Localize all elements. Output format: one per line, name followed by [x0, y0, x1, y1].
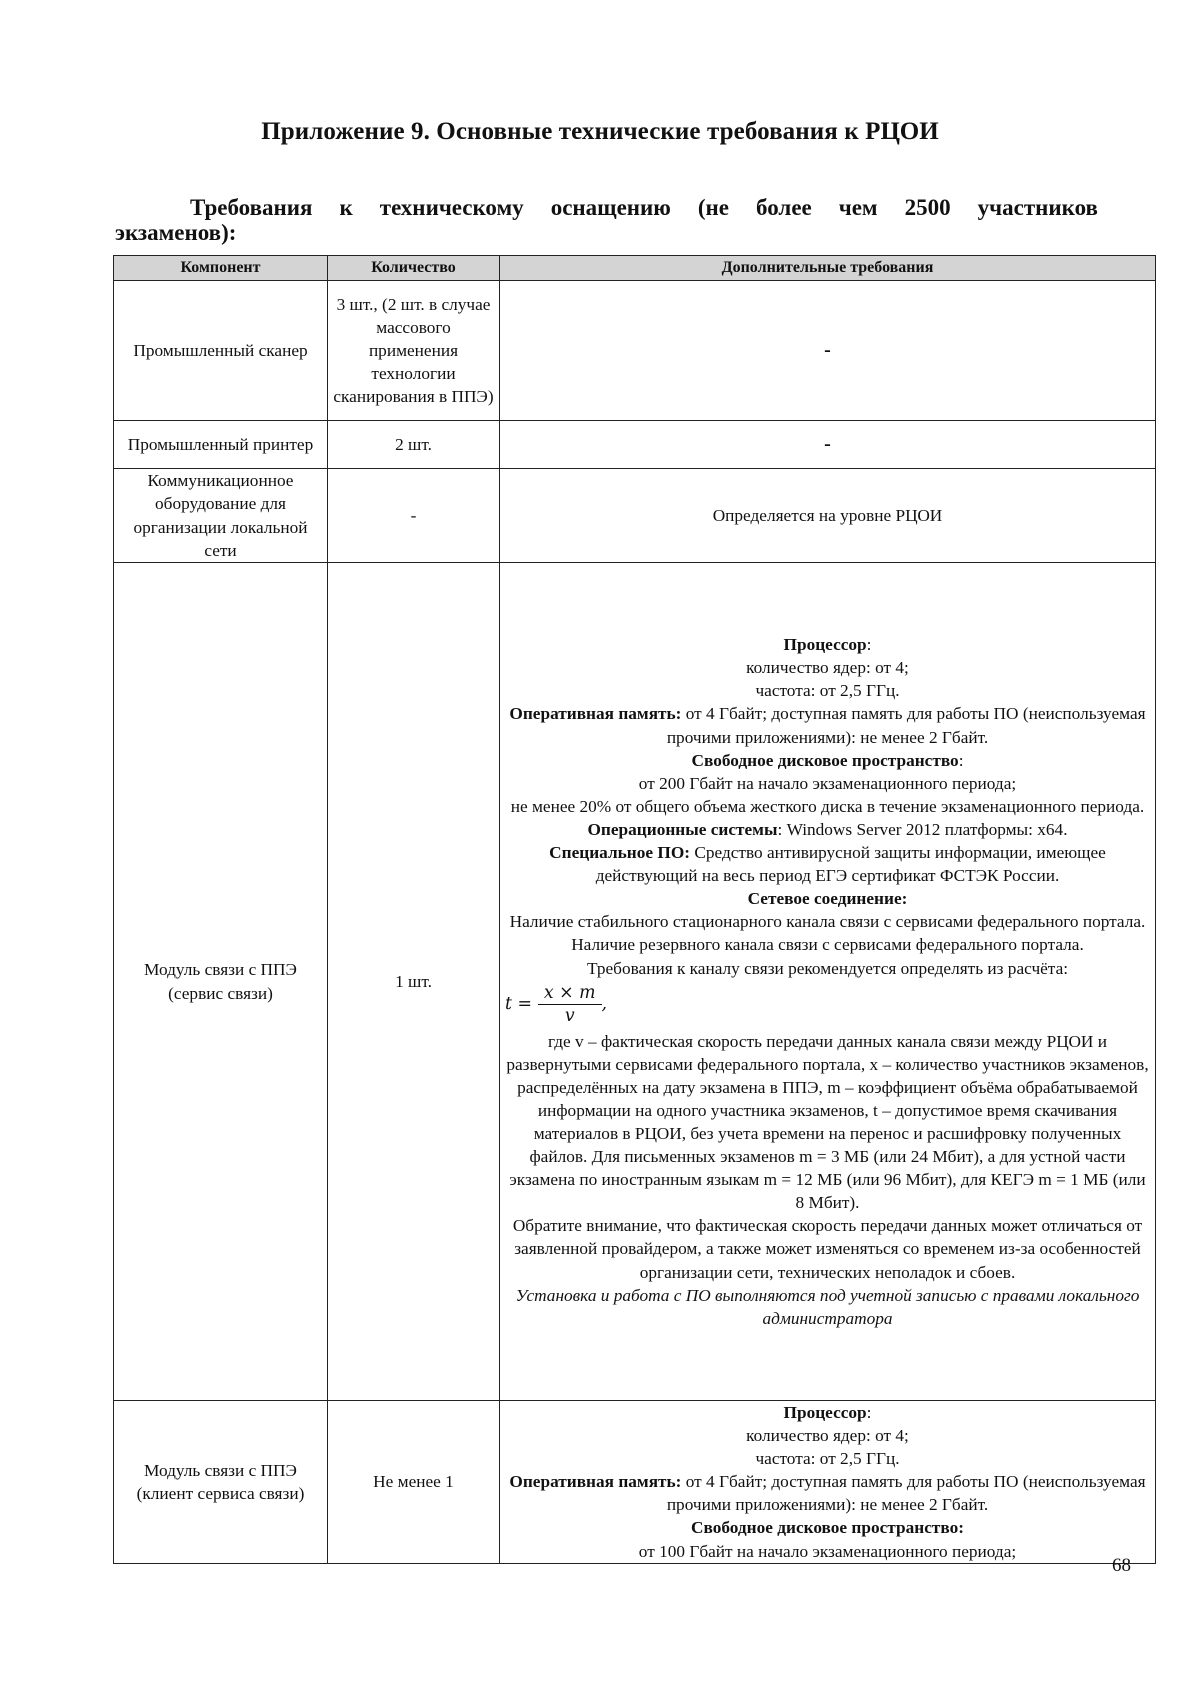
req-text: Наличие резервного канала связи с сервисами федерального портала. [571, 935, 1084, 955]
caption-word: более [756, 195, 812, 220]
cell-quantity: Не менее 1 [328, 1401, 500, 1564]
req-label: Оперативная память: [509, 704, 682, 724]
req-disk-heading: Свободное дисковое пространство: [691, 750, 964, 770]
formula-fraction [538, 982, 602, 1027]
req-text: : Windows Server 2012 платформы: x64. [777, 819, 1068, 839]
caption-word: к [339, 195, 353, 220]
caption-line-1 [115, 195, 1098, 220]
cell-component: Модуль связи с ППЭ (клиент сервиса связи) [114, 1401, 328, 1564]
req-cpu-heading: Процессор: [783, 1403, 872, 1422]
req-text: Наличие стабильного стационарного канала связи с сервисами федерального портала. [509, 912, 1146, 932]
page-title: Приложение 9. Основные технические требования к РЦОИ [261, 118, 939, 145]
header-requirements: Дополнительные требования [500, 256, 1156, 281]
caption-word: участников [977, 195, 1098, 220]
cell-quantity: 3 шт., (2 шт. в случае массового применения технологии сканирования в ППЭ) [328, 281, 500, 421]
cell-quantity: 2 шт. [328, 421, 500, 469]
formula-lhs: t = [505, 994, 532, 1015]
formula-numerator: x × m [538, 982, 602, 1005]
caption-word: (не [697, 195, 729, 220]
req-label: Свободное дисковое пространство [691, 750, 959, 770]
formula-denominator: v [564, 1006, 575, 1027]
req-ram [505, 702, 1150, 748]
cell-requirements: - [500, 421, 1156, 469]
caption-word: оснащению [550, 195, 671, 220]
req-os [505, 818, 1150, 841]
cell-requirements [500, 1401, 1156, 1564]
cell-component: Промышленный сканер [114, 281, 328, 421]
caption-line-2: экзаменов): [115, 220, 237, 245]
table-row [114, 421, 1156, 469]
caption-word: Требования [190, 195, 313, 220]
req-text: количество ядер: от 4; [746, 1426, 909, 1446]
req-label: Оперативная память: [509, 1472, 682, 1492]
caption-word: 2500 [904, 195, 951, 220]
req-cpu-heading: Процессор: [783, 635, 872, 655]
req-net-heading: Сетевое соединение: [747, 889, 908, 909]
req-text: Средство антивирусной защиты информации, имеющее действующий на весь период ЕГЭ сертификат ФСТЭК России. [595, 843, 1106, 886]
cell-requirements: - [500, 281, 1156, 421]
req-text: не менее 20% от общего объема жесткого диска в течение экзаменационного периода. [510, 796, 1145, 816]
table-row [114, 469, 1156, 563]
req-label: Специальное ПО: [549, 843, 691, 863]
page-number: 68 [1112, 1555, 1131, 1576]
cell-quantity: 1 шт. [328, 563, 500, 1401]
table-row [114, 1401, 1156, 1564]
req-ram [505, 1470, 1150, 1516]
req-disk-heading: Свободное дисковое пространство: [691, 1518, 964, 1538]
cell-component: Модуль связи с ППЭ (сервис связи) [114, 563, 328, 1401]
req-text: частота: от 2,5 ГГц. [755, 681, 900, 701]
req-software [505, 841, 1150, 887]
req-text: количество ядер: от 4; [746, 658, 909, 678]
req-text: от 200 Гбайт на начало экзаменационного периода; [638, 773, 1017, 793]
req-text: от 4 Гбайт; доступная память для работы ПО (неиспользуемая прочими приложениями): не менее 2 Гбайт. [666, 1472, 1146, 1515]
req-label: Процессор [783, 1403, 867, 1422]
cell-requirements [500, 563, 1156, 1401]
table-header-row [114, 256, 1156, 281]
req-italic-note: Установка и работа с ПО выполняются под учетной записью с правами локального администратора [515, 1285, 1140, 1328]
formula-tail: , [601, 994, 608, 1015]
requirements-table [113, 255, 1156, 1564]
req-text: от 100 Гбайт на начало экзаменационного периода; [638, 1541, 1017, 1561]
req-label: Процессор [783, 635, 867, 655]
header-component: Компонент [114, 256, 328, 281]
channel-formula [505, 980, 1150, 1030]
header-quantity: Количество [328, 256, 500, 281]
req-text: от 4 Гбайт; доступная память для работы ПО (неиспользуемая прочими приложениями): не менее 2 Гбайт. [666, 704, 1146, 747]
table-row [114, 563, 1156, 1401]
caption-word: чем [838, 195, 878, 220]
cell-component: Коммуникационное оборудование для организации локальной сети [114, 469, 328, 563]
req-text: Обратите внимание, что фактическая скорость передачи данных может отличаться от заявленной провайдером, а также может изменяться со временем из-за особенностей организации сети, технических неполадок и сбоев. [512, 1216, 1143, 1282]
cell-quantity: - [328, 469, 500, 563]
cell-component: Промышленный принтер [114, 421, 328, 469]
req-text: частота: от 2,5 ГГц. [755, 1449, 900, 1469]
req-text: Требования к каналу связи рекомендуется определять из расчёта: [586, 958, 1069, 978]
req-label: Операционные системы [587, 819, 778, 839]
cell-requirements: Определяется на уровне РЦОИ [500, 469, 1156, 563]
table-row [114, 281, 1156, 421]
caption-word: техническому [379, 195, 524, 220]
req-text: где v – фактическая скорость передачи данных канала связи между РЦОИ и развернутыми сервисами федерального портала, x – количество участников экзаменов, распределённых на дату экзамена в ППЭ, m – коэффициент объёма обрабатываемой информации на одного участника экзаменов, t – допустимое время скачивания материалов в РЦОИ, без учета времени на перенос и расшифровку полученных файлов. Для письменных экзаменов m = 3 МБ (или 24 Мбит), а для устной части экзамена по иностранным языкам m = 12 МБ (или 96 Мбит), для КЕГЭ m = 1 МБ (или 8 Мбит). [506, 1031, 1149, 1213]
table-caption [115, 195, 1098, 245]
